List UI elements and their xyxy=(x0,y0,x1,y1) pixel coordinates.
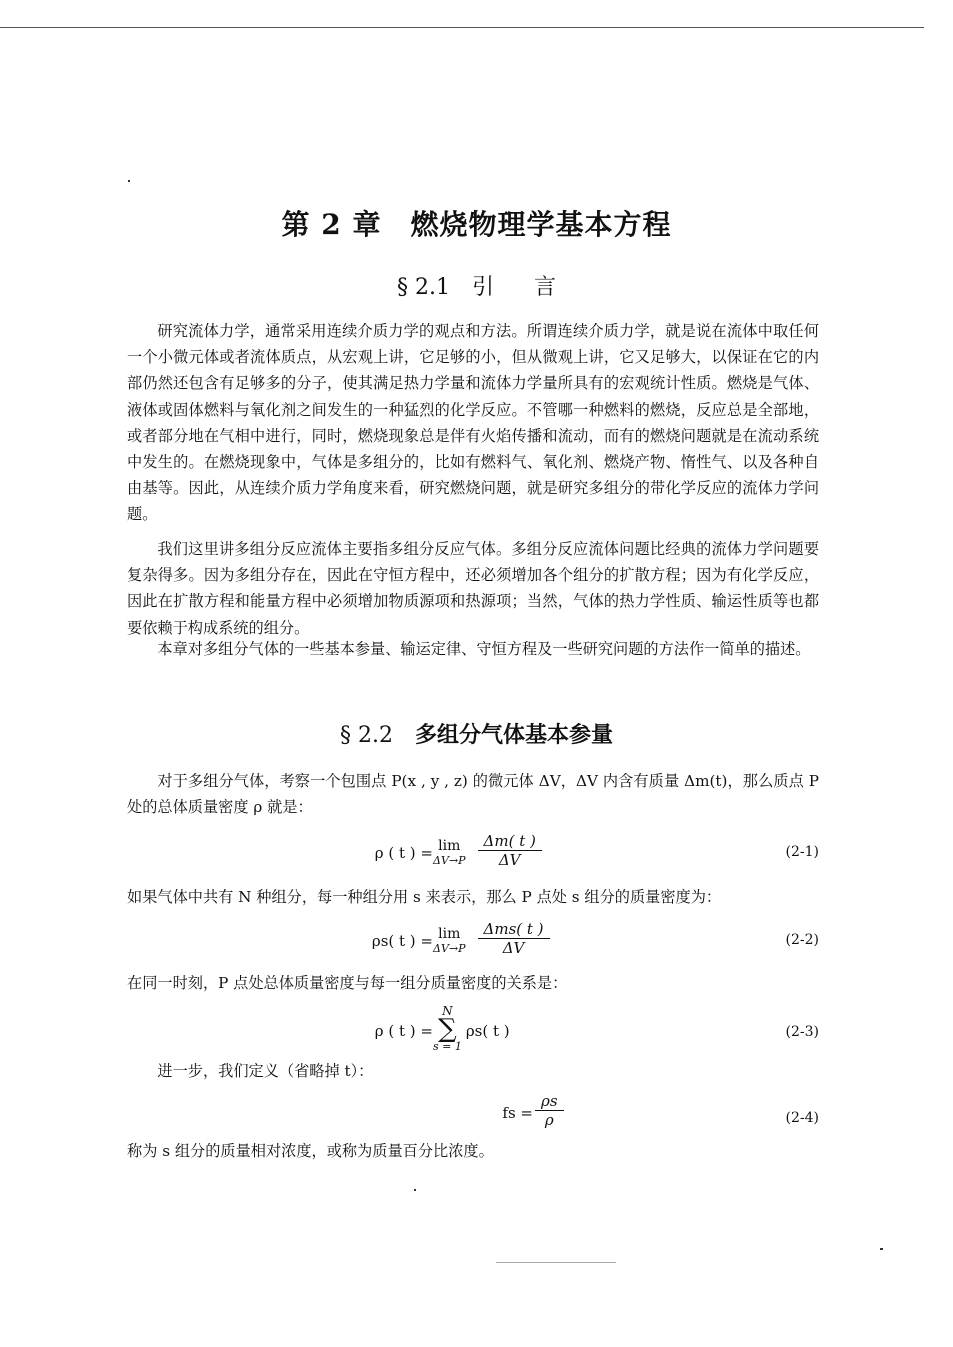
section-heading-2-2 xyxy=(0,718,953,749)
scan-speck xyxy=(880,1248,883,1250)
equation-lhs: ρ ( t ) = xyxy=(374,844,433,862)
chapter-title: 第 2 章 燃烧物理学基本方程 xyxy=(281,208,672,241)
equation-rhs xyxy=(433,832,542,869)
equation-rhs xyxy=(535,1092,564,1129)
fraction: $\frac{\Delta m( t )}{\Delta V}$ xyxy=(478,832,542,869)
equation-2-3 xyxy=(127,1004,819,1058)
section-heading-2-1 xyxy=(0,270,953,301)
equation-lhs: ρ ( t ) = xyxy=(374,1022,433,1040)
equation-number: (2-1) xyxy=(785,844,819,860)
equation-lhs: fs = xyxy=(502,1104,533,1122)
equation-2-4 xyxy=(127,1092,819,1140)
scan-speck xyxy=(496,1262,616,1263)
limit-operator: lim ΔV→P xyxy=(433,838,466,867)
scan-speck xyxy=(414,1189,416,1191)
summation-operator: N ∑ s = 1 xyxy=(433,1004,462,1053)
equation-number: (2-3) xyxy=(785,1024,819,1040)
paragraph-define-fraction: 进一步，我们定义（省略掉 t）： xyxy=(157,1062,374,1080)
fraction: $\frac{\text{Δms( t )}}{\Delta V}$ xyxy=(478,920,550,957)
equation-number: (2-2) xyxy=(785,932,819,948)
paragraph-chapter-overview: 本章对多组分气体的一些基本参量、输运定律、守恒方程及一些研究问题的方法作一简单的描述。 xyxy=(157,640,811,658)
top-rule xyxy=(0,27,924,28)
limit-operator: lim ΔV→P xyxy=(433,926,466,955)
summation-term: ρs( t ) xyxy=(465,1022,510,1040)
equation-2-1 xyxy=(127,832,819,880)
scan-speck xyxy=(128,180,130,182)
equation-lhs: ρs( t ) = xyxy=(371,932,433,950)
paragraph-mass-fraction: 称为 s 组分的质量相对浓度，或称为质量百分比浓度。 xyxy=(127,1142,494,1160)
equation-rhs xyxy=(433,1004,510,1053)
equation-2-2 xyxy=(127,920,819,968)
paragraph-continuum-mechanics: 研究流体力学，通常采用连续介质力学的观点和方法。所谓连续介质力学，就是说在流体中取任何一个小微元体或者流体质点，从宏观上讲，它足够的小，但从微观上讲，它又足够大，以保证在它的内部仍然还包含有足够多的分子，使其满足热力学量和流体力学量所具有的宏观统计性质。燃烧是气体、液体或固体燃料与氧化剂之间发生的一种猛烈的化学反应。不管哪一种燃料的燃烧，反应总是全部地，或者部分地在气相中进行，同时，燃烧现象总是伴有火焰传播和流动，而有的燃烧问题就是在流动系统中发生的。在燃烧现象中，气体是多组分的，比如有燃料气、氧化剂、燃烧产物、惰性气、以及各种自由基等。因此，从连续介质力学角度来看，研究燃烧问题，就是研究多组分的带化学反应的流体力学问题。 xyxy=(127,322,819,524)
paragraph-density-definition: 对于多组分气体，考察一个包围点 P(x , y , z) 的微元体 ΔV，ΔV 内含有质量 Δm(t)，那么质点 P 处的总体质量密度 ρ 就是： xyxy=(127,772,819,817)
section-name: 引言 xyxy=(471,275,596,300)
section-number: § 2.1 xyxy=(397,275,450,300)
section-number: § 2.2 xyxy=(340,723,393,748)
section-name: 多组分气体基本参量 xyxy=(414,722,613,748)
paragraph-multicomponent-flow: 我们这里讲多组分反应流体主要指多组分反应气体。多组分反应流体问题比经典的流体力学问题要复杂得多。因为多组分存在，因此在守恒方程中，还必须增加各个组分的扩散方程；因为有化学反应，因此在扩散方程和能量方程中必须增加物质源项和热源项；当然，气体的热力学性质、输运性质等也都要依赖于构成系统的组分。 xyxy=(127,540,819,637)
fraction: $\frac{\rho s}{\rho}$ xyxy=(535,1092,564,1129)
paragraph-density-relation: 在同一时刻，P 点处总体质量密度与每一组分质量密度的关系是： xyxy=(127,974,568,992)
paragraph-component-density: 如果气体中共有 N 种组分，每一种组分用 s 来表示，那么 P 点处 s 组分的质量密度为： xyxy=(127,888,722,906)
equation-rhs xyxy=(433,920,550,957)
equation-number: (2-4) xyxy=(785,1110,819,1126)
